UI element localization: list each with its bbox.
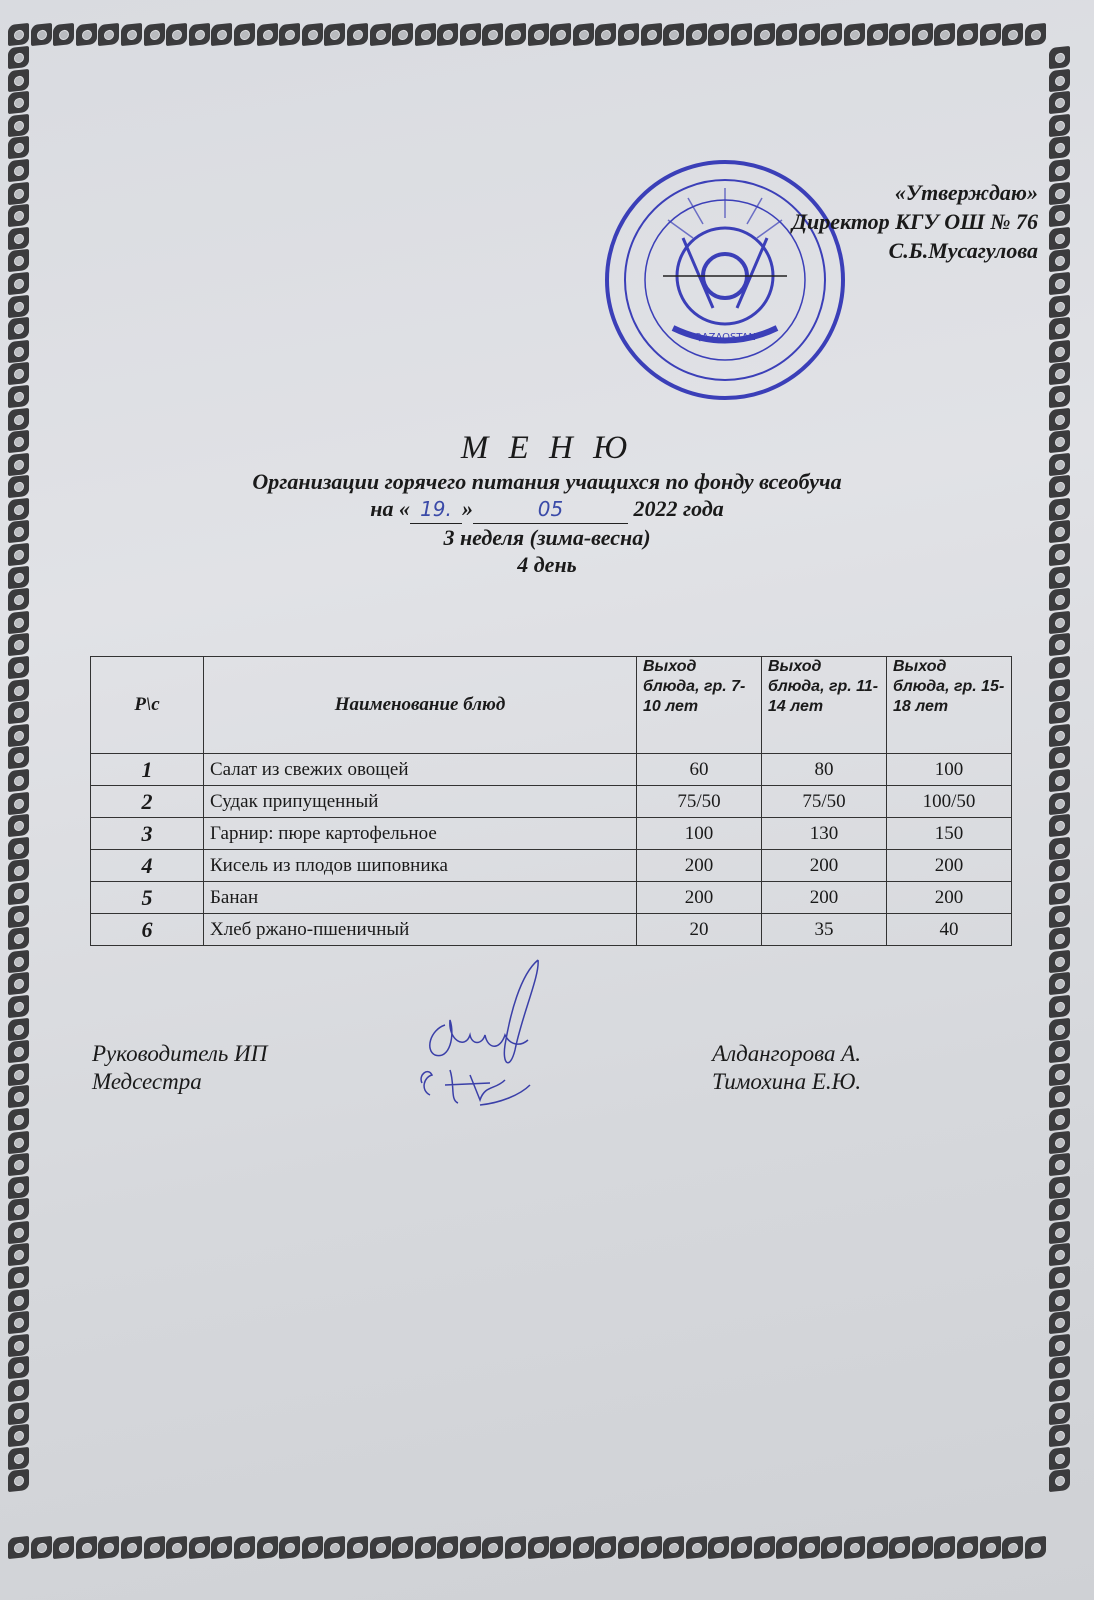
ornament-tile-icon (708, 1536, 729, 1559)
ornament-tile-icon (234, 23, 255, 46)
ornament-tile-icon (415, 1536, 436, 1559)
ornament-tile-icon (31, 23, 52, 46)
ornament-tile-icon (302, 23, 323, 46)
ornament-tile-icon (8, 1108, 29, 1131)
dish-name-cell: Судак припущенный (204, 786, 637, 818)
ornament-tile-icon (53, 23, 74, 46)
ornament-tile-icon (1025, 23, 1046, 46)
ornament-tile-icon (1049, 91, 1070, 114)
ornament-tile-icon (415, 23, 436, 46)
ornament-tile-icon (1049, 972, 1070, 995)
ornament-tile-icon (1049, 1289, 1070, 1312)
row-number-cell: 1 (91, 754, 204, 786)
ornament-tile-icon (618, 1536, 639, 1559)
output-15-18-cell: 40 (887, 914, 1012, 946)
ornament-tile-icon (1049, 1108, 1070, 1131)
ornament-tile-icon (8, 1356, 29, 1379)
ornament-tile-icon (8, 950, 29, 973)
output-15-18-cell: 100/50 (887, 786, 1012, 818)
ornament-tile-icon (8, 1198, 29, 1221)
handwritten-signatures (410, 955, 560, 1115)
ornament-tile-icon (1049, 633, 1070, 656)
dish-name-cell: Кисель из плодов шиповника (204, 850, 637, 882)
ornament-tile-icon (595, 1536, 616, 1559)
ornament-tile-icon (1049, 227, 1070, 250)
dish-name-cell: Гарнир: пюре картофельное (204, 818, 637, 850)
output-15-18-cell: 200 (887, 882, 1012, 914)
table-row (91, 882, 1012, 914)
ornament-tile-icon (324, 23, 345, 46)
ornament-tile-icon (8, 814, 29, 837)
ornament-tile-icon (641, 23, 662, 46)
ornament-tile-icon (1049, 317, 1070, 340)
ornament-tile-icon (8, 1424, 29, 1447)
ornament-tile-icon (1049, 46, 1070, 69)
ornament-tile-icon (189, 23, 210, 46)
ornament-tile-icon (686, 1536, 707, 1559)
ornament-tile-icon (1049, 1424, 1070, 1447)
approval-title: «Утверждаю» (894, 180, 1038, 205)
ornament-tile-icon (8, 181, 29, 204)
ornament-tile-icon (482, 1536, 503, 1559)
ornament-tile-icon (1049, 950, 1070, 973)
ornament-tile-icon (482, 23, 503, 46)
ornament-tile-icon (821, 23, 842, 46)
ornament-tile-icon (8, 1085, 29, 1108)
ornament-tile-icon (754, 23, 775, 46)
ornament-tile-icon (8, 1221, 29, 1244)
ornament-tile-icon (8, 724, 29, 747)
ornament-tile-icon (98, 1536, 119, 1559)
ornament-tile-icon (550, 1536, 571, 1559)
ornament-tile-icon (211, 1536, 232, 1559)
ornament-tile-icon (8, 746, 29, 769)
ornament-tile-icon (8, 114, 29, 137)
table-row (91, 818, 1012, 850)
ornament-tile-icon (1049, 1402, 1070, 1425)
signatures-roles (92, 1040, 267, 1096)
ornament-tile-icon (754, 1536, 775, 1559)
menu-table (90, 656, 1012, 946)
ornament-tile-icon (1049, 1176, 1070, 1199)
role-nurse: Медсестра (92, 1069, 202, 1094)
ornament-tile-icon (8, 837, 29, 860)
ornament-tile-icon (8, 633, 29, 656)
approval-block (792, 178, 1038, 265)
ornament-tile-icon (8, 204, 29, 227)
output-11-14-cell: 35 (762, 914, 887, 946)
date-day: 19. (410, 496, 462, 524)
ornament-tile-icon (776, 1536, 797, 1559)
ornament-tile-icon (8, 904, 29, 927)
ornament-tile-icon (279, 23, 300, 46)
ornament-tile-icon (8, 769, 29, 792)
ornament-tile-icon (8, 68, 29, 91)
table-row (91, 850, 1012, 882)
ornament-tile-icon (392, 23, 413, 46)
output-7-10-cell: 200 (637, 882, 762, 914)
ornament-tile-icon (1049, 814, 1070, 837)
ornament-tile-icon (1049, 1017, 1070, 1040)
ornament-tile-icon (8, 1447, 29, 1470)
date-month: 05 (473, 496, 628, 524)
ornament-tile-icon (1049, 1311, 1070, 1334)
ornament-tile-icon (1049, 159, 1070, 182)
row-number-cell: 2 (91, 786, 204, 818)
page-title: М Е Н Ю (460, 430, 634, 466)
ornament-tile-icon (1002, 1536, 1023, 1559)
stamp-inner-text: QAZAQSTAN (693, 332, 757, 343)
ornament-tile-icon (505, 1536, 526, 1559)
signatures-names (712, 1040, 861, 1096)
ornament-tile-icon (76, 1536, 97, 1559)
ornament-tile-icon (1049, 294, 1070, 317)
ornament-tile-icon (1049, 68, 1070, 91)
ornament-tile-icon (1049, 1085, 1070, 1108)
output-11-14-cell: 80 (762, 754, 887, 786)
ornament-border-top (8, 24, 1046, 45)
ornament-tile-icon (8, 294, 29, 317)
ornament-tile-icon (437, 23, 458, 46)
ornament-tile-icon (1049, 927, 1070, 950)
ornament-tile-icon (8, 46, 29, 69)
ornament-tile-icon (867, 1536, 888, 1559)
ornament-tile-icon (889, 1536, 910, 1559)
ornament-tile-icon (8, 927, 29, 950)
ornament-border-right (1049, 47, 1070, 1491)
output-11-14-cell: 200 (762, 882, 887, 914)
row-number-cell: 5 (91, 882, 204, 914)
ornament-tile-icon (8, 995, 29, 1018)
ornament-tile-icon (370, 23, 391, 46)
ornament-tile-icon (460, 23, 481, 46)
ornament-tile-icon (76, 23, 97, 46)
ornament-tile-icon (8, 791, 29, 814)
ornament-tile-icon (1049, 272, 1070, 295)
ornament-tile-icon (8, 227, 29, 250)
ornament-tile-icon (528, 23, 549, 46)
ornament-tile-icon (8, 1017, 29, 1040)
ornament-tile-icon (1049, 769, 1070, 792)
column-header-output-15-18: Выход блюда, гр. 15-18 лет (887, 657, 1012, 754)
ornament-tile-icon (1049, 1130, 1070, 1153)
ornament-tile-icon (8, 1243, 29, 1266)
row-number-cell: 3 (91, 818, 204, 850)
ornament-tile-icon (1049, 1356, 1070, 1379)
ornament-tile-icon (550, 23, 571, 46)
ornament-tile-icon (799, 23, 820, 46)
ornament-tile-icon (821, 1536, 842, 1559)
ornament-tile-icon (8, 701, 29, 724)
ornament-tile-icon (144, 23, 165, 46)
ornament-tile-icon (8, 1379, 29, 1402)
ornament-tile-icon (1049, 791, 1070, 814)
ornament-tile-icon (8, 1536, 29, 1559)
ornament-tile-icon (1049, 340, 1070, 363)
ornament-tile-icon (437, 1536, 458, 1559)
ornament-tile-icon (166, 1536, 187, 1559)
ornament-tile-icon (1049, 249, 1070, 272)
ornament-tile-icon (8, 340, 29, 363)
ornament-tile-icon (347, 1536, 368, 1559)
ornament-tile-icon (8, 882, 29, 905)
dish-name-cell: Салат из свежих овощей (204, 754, 637, 786)
ornament-tile-icon (392, 1536, 413, 1559)
ornament-tile-icon (1049, 1447, 1070, 1470)
ornament-tile-icon (934, 23, 955, 46)
ornament-tile-icon (257, 23, 278, 46)
ornament-tile-icon (8, 272, 29, 295)
ornament-tile-icon (799, 1536, 820, 1559)
ornament-tile-icon (1049, 385, 1070, 408)
ornament-tile-icon (595, 23, 616, 46)
title-block (0, 428, 1094, 578)
ornament-tile-icon (1049, 1379, 1070, 1402)
table-row (91, 754, 1012, 786)
ornament-tile-icon (279, 1536, 300, 1559)
ornament-tile-icon (8, 1266, 29, 1289)
output-11-14-cell: 130 (762, 818, 887, 850)
ornament-tile-icon (8, 1289, 29, 1312)
ornament-tile-icon (8, 1176, 29, 1199)
ornament-tile-icon (912, 23, 933, 46)
output-7-10-cell: 100 (637, 818, 762, 850)
ornament-tile-icon (8, 1469, 29, 1492)
ornament-tile-icon (8, 972, 29, 995)
ornament-tile-icon (1049, 679, 1070, 702)
ornament-tile-icon (8, 611, 29, 634)
ornament-tile-icon (1002, 23, 1023, 46)
output-15-18-cell: 100 (887, 754, 1012, 786)
ornament-tile-icon (731, 23, 752, 46)
ornament-tile-icon (8, 317, 29, 340)
ornament-tile-icon (8, 859, 29, 882)
ornament-tile-icon (8, 679, 29, 702)
ornament-tile-icon (8, 362, 29, 385)
ornament-tile-icon (31, 1536, 52, 1559)
ornament-tile-icon (121, 23, 142, 46)
column-header-dish-name: Наименование блюд (204, 657, 637, 754)
ornament-tile-icon (1049, 1153, 1070, 1176)
ornament-tile-icon (1049, 1243, 1070, 1266)
ornament-tile-icon (844, 1536, 865, 1559)
output-7-10-cell: 60 (637, 754, 762, 786)
ornament-tile-icon (1049, 1266, 1070, 1289)
ornament-tile-icon (1049, 181, 1070, 204)
ornament-tile-icon (1049, 837, 1070, 860)
ornament-tile-icon (663, 23, 684, 46)
ornament-tile-icon (1049, 1063, 1070, 1086)
date-prefix: на « (370, 496, 410, 521)
ornament-tile-icon (166, 23, 187, 46)
ornament-tile-icon (8, 656, 29, 679)
ornament-tile-icon (663, 1536, 684, 1559)
date-line (0, 495, 1094, 524)
ornament-tile-icon (934, 1536, 955, 1559)
ornament-tile-icon (686, 23, 707, 46)
ornament-tile-icon (957, 1536, 978, 1559)
table-row (91, 914, 1012, 946)
page-subtitle: Организации горячего питания учащихся по фонду всеобуча (252, 469, 842, 494)
ornament-tile-icon (1049, 656, 1070, 679)
ornament-tile-icon (889, 23, 910, 46)
ornament-tile-icon (1049, 1040, 1070, 1063)
ornament-tile-icon (189, 1536, 210, 1559)
ornament-tile-icon (844, 23, 865, 46)
table-header-row (91, 657, 1012, 754)
ornament-tile-icon (1049, 1198, 1070, 1221)
ornament-tile-icon (302, 1536, 323, 1559)
ornament-tile-icon (1049, 1469, 1070, 1492)
ornament-tile-icon (8, 159, 29, 182)
ornament-tile-icon (53, 1536, 74, 1559)
ornament-tile-icon (8, 136, 29, 159)
name-nurse: Тимохина Е.Ю. (712, 1069, 862, 1094)
ornament-tile-icon (8, 1153, 29, 1176)
ornament-tile-icon (980, 1536, 1001, 1559)
ornament-tile-icon (1049, 859, 1070, 882)
ornament-tile-icon (1049, 114, 1070, 137)
date-mid: » (461, 496, 473, 521)
ornament-tile-icon (867, 23, 888, 46)
ornament-tile-icon (347, 23, 368, 46)
ornament-border-bottom (8, 1537, 1046, 1558)
dish-name-cell: Хлеб ржано-пшеничный (204, 914, 637, 946)
ornament-tile-icon (1049, 136, 1070, 159)
name-director: Алдангорова А. (712, 1041, 862, 1066)
ornament-tile-icon (528, 1536, 549, 1559)
ornament-tile-icon (1049, 724, 1070, 747)
ornament-tile-icon (8, 1402, 29, 1425)
ornament-tile-icon (1049, 701, 1070, 724)
ornament-tile-icon (8, 249, 29, 272)
ornament-tile-icon (370, 1536, 391, 1559)
ornament-tile-icon (1049, 204, 1070, 227)
day-label: 4 день (517, 552, 577, 577)
ornament-tile-icon (8, 1063, 29, 1086)
column-header-output-7-10: Выход блюда, гр. 7-10 лет (637, 657, 762, 754)
ornament-tile-icon (1049, 995, 1070, 1018)
ornament-tile-icon (8, 1334, 29, 1357)
output-7-10-cell: 20 (637, 914, 762, 946)
output-15-18-cell: 150 (887, 818, 1012, 850)
table-row (91, 786, 1012, 818)
column-header-output-11-14: Выход блюда, гр. 11-14 лет (762, 657, 887, 754)
output-11-14-cell: 75/50 (762, 786, 887, 818)
approval-position: Директор КГУ ОШ № 76 (791, 209, 1038, 234)
row-number-cell: 4 (91, 850, 204, 882)
ornament-tile-icon (8, 1130, 29, 1153)
ornament-tile-icon (641, 1536, 662, 1559)
ornament-tile-icon (618, 23, 639, 46)
column-header-number: Р\с (91, 657, 204, 754)
ornament-border-left (8, 47, 29, 1491)
dish-name-cell: Банан (204, 882, 637, 914)
ornament-tile-icon (1049, 1334, 1070, 1357)
ornament-tile-icon (731, 1536, 752, 1559)
ornament-tile-icon (1049, 746, 1070, 769)
ornament-tile-icon (8, 385, 29, 408)
ornament-tile-icon (234, 1536, 255, 1559)
date-suffix: 2022 года (627, 496, 724, 521)
output-11-14-cell: 200 (762, 850, 887, 882)
ornament-tile-icon (98, 23, 119, 46)
ornament-tile-icon (8, 23, 29, 46)
output-7-10-cell: 200 (637, 850, 762, 882)
ornament-tile-icon (8, 91, 29, 114)
ornament-tile-icon (1049, 362, 1070, 385)
week-label: 3 неделя (зима-весна) (443, 525, 651, 550)
ornament-tile-icon (257, 1536, 278, 1559)
ornament-tile-icon (8, 1311, 29, 1334)
role-director: Руководитель ИП (92, 1041, 268, 1066)
output-15-18-cell: 200 (887, 850, 1012, 882)
ornament-tile-icon (1049, 904, 1070, 927)
ornament-tile-icon (1049, 1221, 1070, 1244)
ornament-tile-icon (708, 23, 729, 46)
ornament-tile-icon (121, 1536, 142, 1559)
ornament-tile-icon (324, 1536, 345, 1559)
ornament-tile-icon (8, 588, 29, 611)
ornament-tile-icon (1049, 611, 1070, 634)
ornament-tile-icon (8, 1040, 29, 1063)
ornament-tile-icon (776, 23, 797, 46)
ornament-tile-icon (1025, 1536, 1046, 1559)
ornament-tile-icon (573, 23, 594, 46)
ornament-tile-icon (1049, 588, 1070, 611)
ornament-tile-icon (460, 1536, 481, 1559)
approval-name: С.Б.Мусагулова (888, 238, 1038, 263)
ornament-tile-icon (144, 1536, 165, 1559)
output-7-10-cell: 75/50 (637, 786, 762, 818)
ornament-tile-icon (573, 1536, 594, 1559)
ornament-tile-icon (211, 23, 232, 46)
ornament-tile-icon (505, 23, 526, 46)
ornament-tile-icon (957, 23, 978, 46)
ornament-tile-icon (1049, 882, 1070, 905)
row-number-cell: 6 (91, 914, 204, 946)
ornament-tile-icon (912, 1536, 933, 1559)
ornament-tile-icon (980, 23, 1001, 46)
